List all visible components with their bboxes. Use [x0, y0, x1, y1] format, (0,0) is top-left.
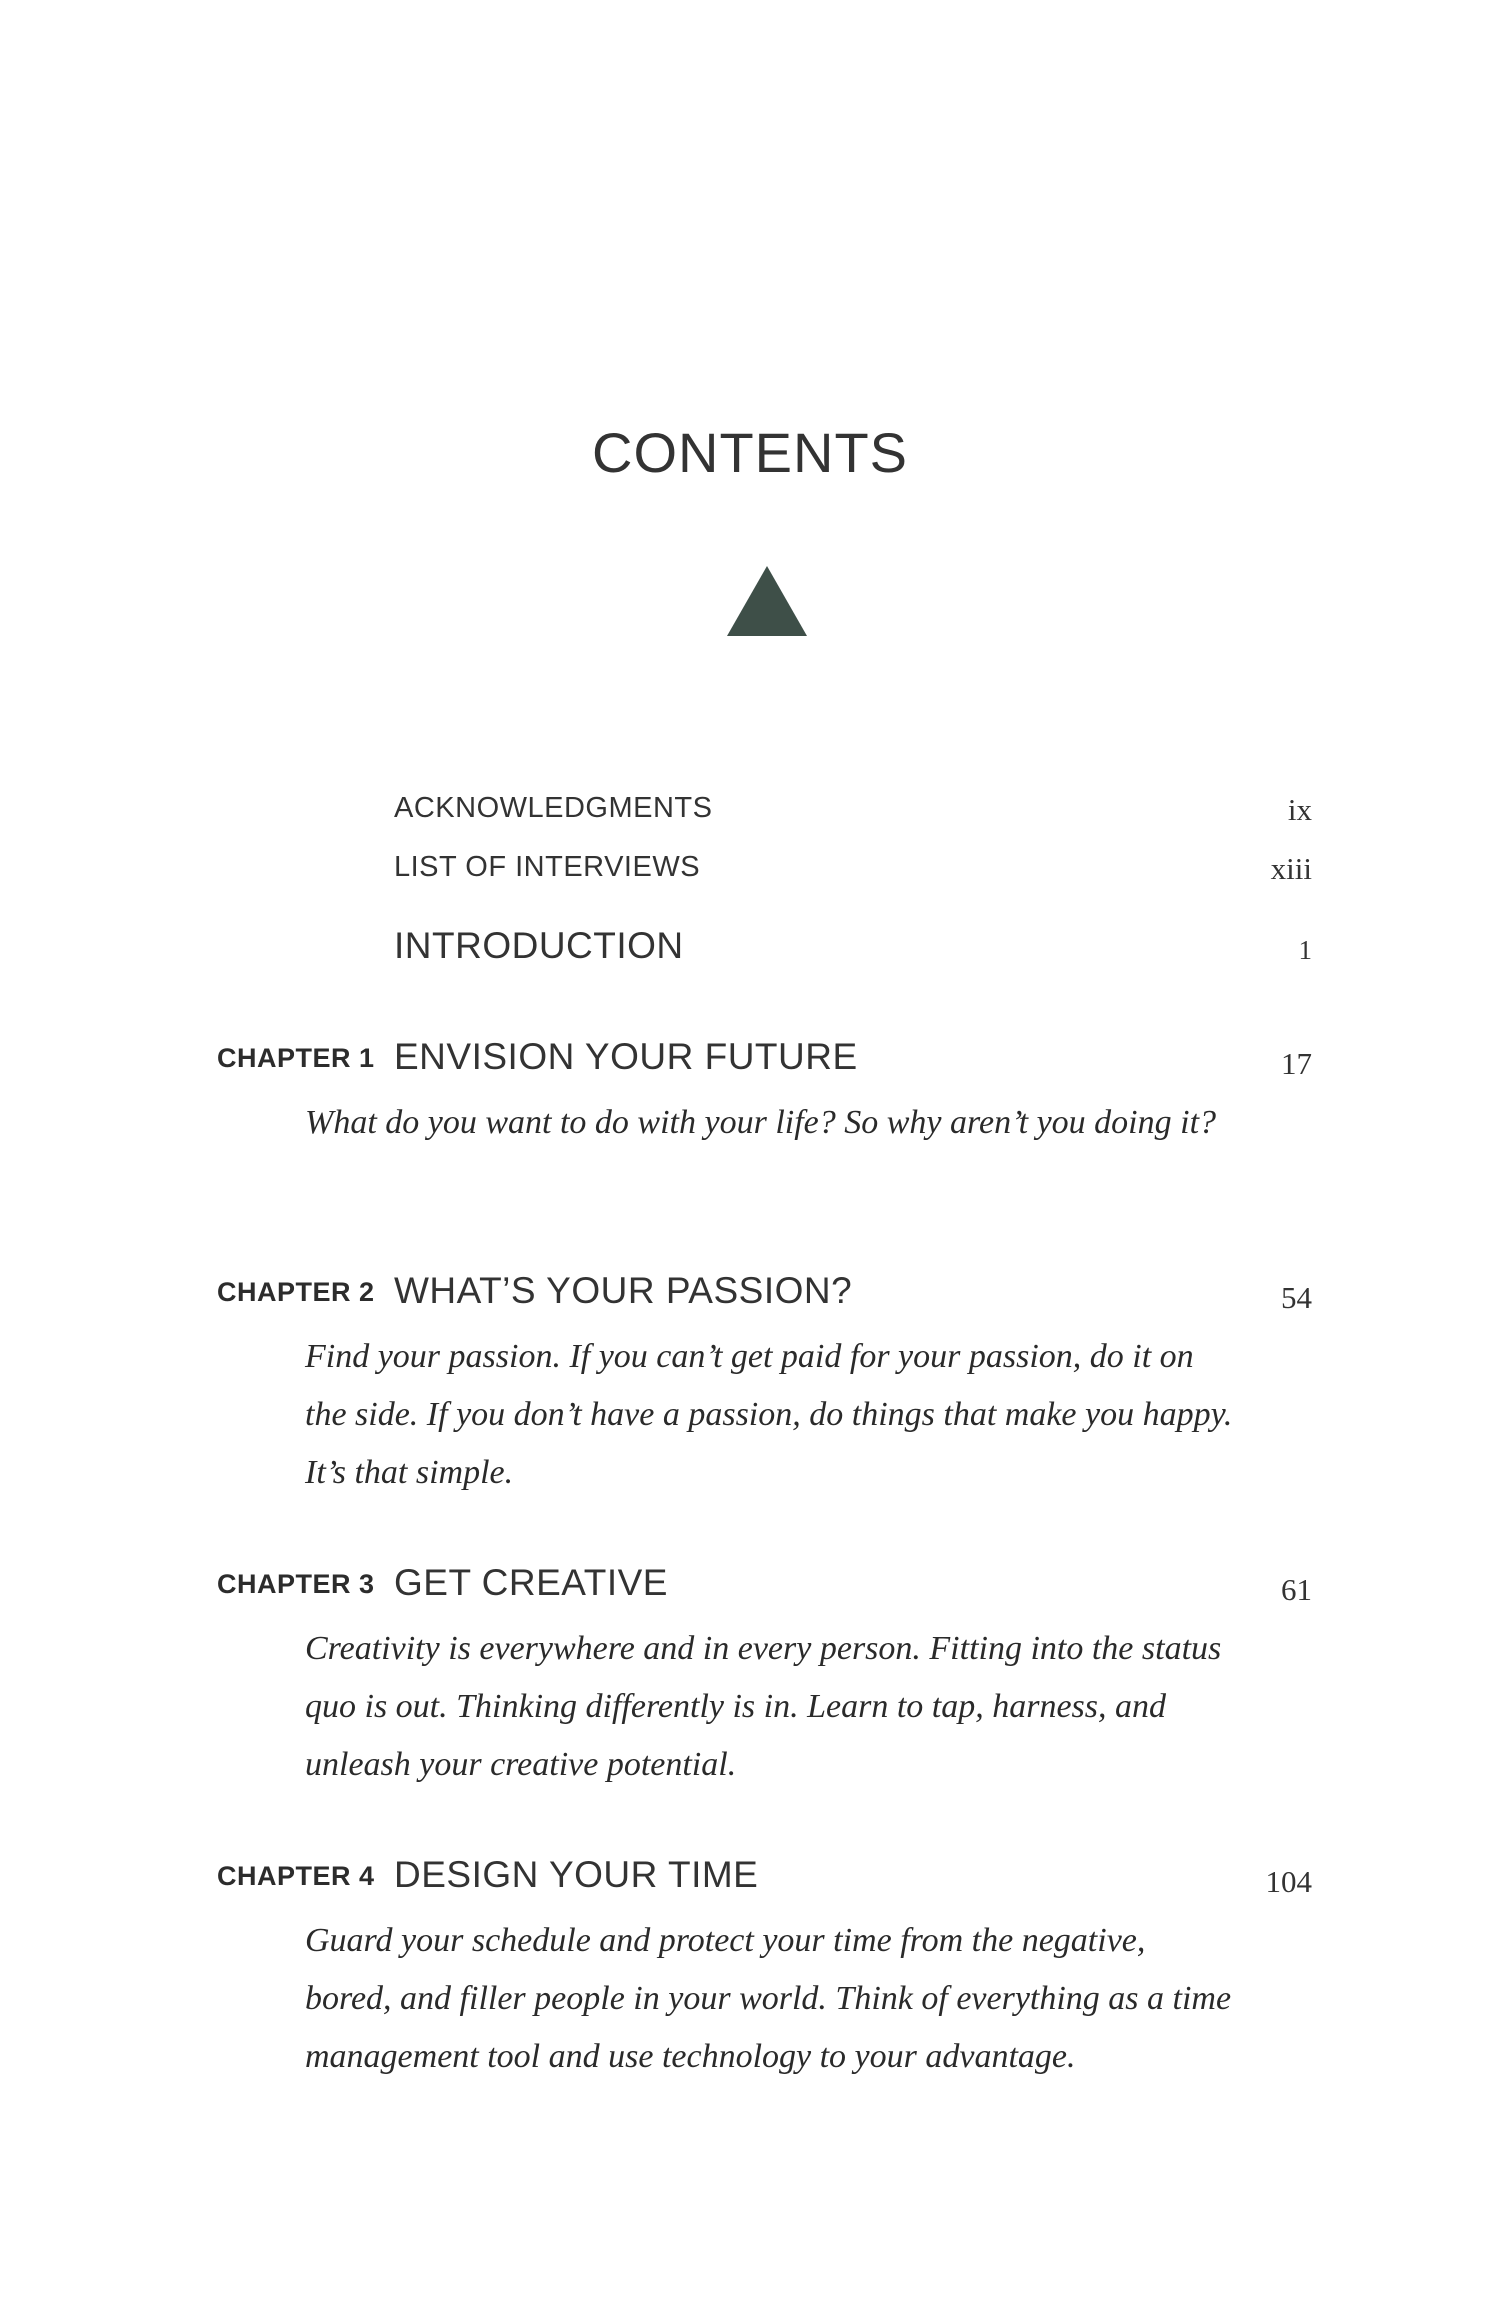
chapter-heading: [217, 1852, 1312, 1902]
chapter-heading: [217, 1560, 1312, 1610]
toc-entry-list-of-interviews[interactable]: [394, 851, 1312, 891]
toc-entry-acknowledgments[interactable]: [394, 792, 1312, 832]
chapter-description: Guard your schedule and protect your time from the negative, bored, and filler people in your world. Think of everything as a time management tool and use technology to your advantage.: [305, 1922, 1232, 2075]
chapter-heading: [217, 1034, 1312, 1084]
toc-page-number: 1: [1298, 935, 1312, 965]
chapter-title: GET CREATIVE: [394, 1562, 668, 1603]
toc-entry-label: LIST OF INTERVIEWS: [394, 851, 701, 883]
chapter-number: CHAPTER 4: [217, 1861, 375, 1891]
chapter-title: WHAT’S YOUR PASSION?: [394, 1270, 853, 1311]
toc-page-number: ix: [1287, 792, 1312, 827]
toc-page-number: 17: [1281, 1046, 1312, 1081]
chapter-description: Creativity is everywhere and in every person. Fitting into the status quo is out. Thinking differently is in. Learn to tap, harness, and unleash your creative potential.: [305, 1630, 1222, 1783]
toc-chapter-3[interactable]: [217, 1560, 1312, 1794]
toc-page-number: 104: [1265, 1864, 1312, 1899]
chapter-number: CHAPTER 2: [217, 1277, 375, 1307]
chapter-description: Find your passion. If you can’t get paid for your passion, do it on the side. If you don’t have a passion, do things that make you happy. It’s that simple.: [305, 1338, 1233, 1491]
chapter-description: What do you want to do with your life? So why aren’t you doing it?: [305, 1104, 1217, 1141]
toc-page-number: 61: [1281, 1572, 1312, 1607]
toc-page-number: xiii: [1270, 851, 1312, 886]
chapter-number: CHAPTER 1: [217, 1043, 375, 1073]
page-title: CONTENTS: [592, 421, 908, 484]
chapter-title: DESIGN YOUR TIME: [394, 1854, 759, 1895]
toc-chapter-4[interactable]: [217, 1852, 1312, 2086]
toc-chapter-2[interactable]: [217, 1268, 1312, 1502]
chapter-number: CHAPTER 3: [217, 1569, 375, 1599]
chapter-title: ENVISION YOUR FUTURE: [394, 1036, 858, 1077]
toc-entry-introduction[interactable]: [394, 925, 1312, 965]
toc-entry-label: ACKNOWLEDGMENTS: [394, 792, 713, 824]
triangle-ornament-icon: [727, 566, 807, 636]
toc-page-number: 54: [1281, 1280, 1312, 1315]
toc-chapter-1[interactable]: [217, 1034, 1312, 1152]
toc-entry-label: INTRODUCTION: [394, 925, 684, 966]
chapter-heading: [217, 1268, 1312, 1318]
